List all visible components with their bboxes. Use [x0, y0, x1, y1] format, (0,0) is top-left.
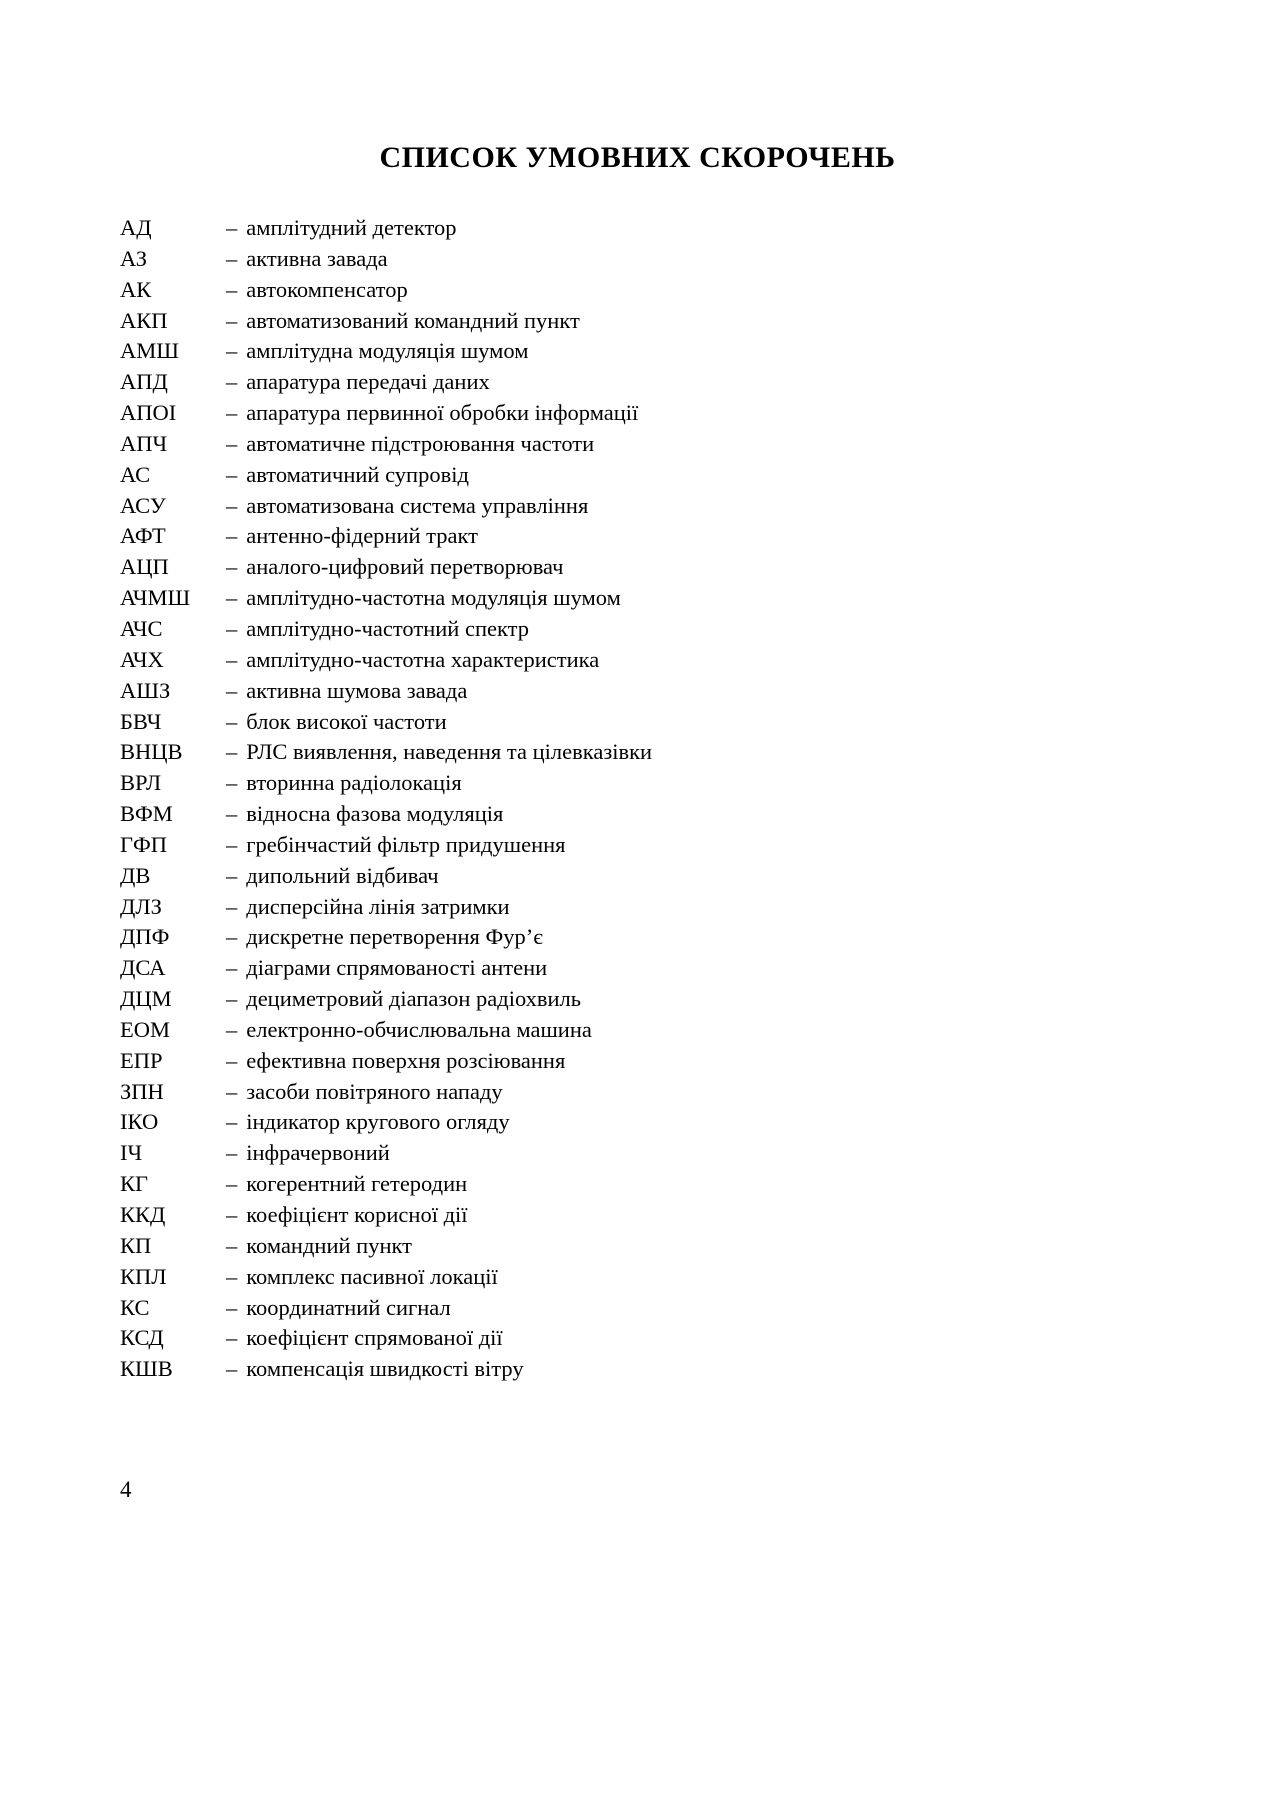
dash-separator: –: [226, 215, 238, 240]
abbreviation-definition: автоматизована система управління: [246, 492, 589, 518]
list-item: [120, 336, 1175, 367]
abbreviation-term: КП: [120, 1232, 152, 1258]
dash-separator: –: [226, 1202, 238, 1227]
list-item: [120, 367, 1175, 398]
page-number: 4: [120, 1477, 132, 1502]
abbreviation-definition: автоматичне підстроювання частоти: [246, 430, 595, 456]
list-item: [120, 429, 1175, 460]
abbreviation-definition: координатний сигнал: [246, 1294, 451, 1320]
abbreviation-term: ІКО: [120, 1109, 159, 1135]
abbreviation-term: АД: [120, 215, 152, 240]
abbreviation-term: АЗ: [120, 245, 147, 271]
abbreviation-definition: відносна фазова модуляція: [246, 801, 504, 827]
abbreviation-definition: інфрачервоний: [246, 1140, 390, 1166]
dash-separator: –: [226, 615, 238, 641]
list-item: [120, 1077, 1175, 1108]
abbreviation-term: ГФП: [120, 831, 168, 857]
abbreviation-term: АКП: [120, 307, 168, 333]
abbreviation-term: АПЧ: [120, 430, 168, 456]
dash-separator: –: [226, 862, 238, 888]
list-item: [120, 1138, 1175, 1169]
list-item: [120, 1323, 1175, 1354]
abbreviation-term: АЧМШ: [120, 585, 191, 611]
list-item: [120, 552, 1175, 583]
list-item: [120, 1015, 1175, 1046]
dash-separator: –: [226, 1356, 238, 1382]
abbreviation-definition: діаграми спрямованості антени: [246, 955, 548, 981]
abbreviation-definition: амплітудно-частотна характеристика: [246, 646, 600, 672]
list-item: [120, 830, 1175, 861]
dash-separator: –: [226, 924, 238, 950]
dash-separator: –: [226, 708, 238, 734]
abbreviation-term: КПЛ: [120, 1263, 167, 1289]
abbreviation-term: БВЧ: [120, 708, 162, 734]
list-item: [120, 614, 1175, 645]
dash-separator: –: [226, 276, 238, 302]
dash-separator: –: [226, 1140, 238, 1166]
list-item: [120, 1293, 1175, 1324]
list-item: [120, 244, 1175, 275]
abbreviation-definition: коефіцієнт спрямованої дії: [246, 1325, 503, 1351]
abbreviation-definition: автоматизований командний пункт: [246, 307, 580, 333]
list-item: [120, 1262, 1175, 1293]
abbreviation-term: АЧХ: [120, 646, 164, 672]
abbreviation-definition: компенсація швидкості вітру: [246, 1356, 524, 1382]
abbreviation-term: ДПФ: [120, 924, 170, 950]
list-item: [120, 398, 1175, 429]
list-item: [120, 892, 1175, 923]
abbreviation-term: АЧС: [120, 615, 163, 641]
abbreviation-term: ІЧ: [120, 1140, 143, 1166]
dash-separator: –: [226, 893, 238, 919]
abbreviation-definition: апаратура первинної обробки інформації: [246, 400, 639, 426]
list-item: [120, 1231, 1175, 1262]
abbreviation-term: АЦП: [120, 554, 169, 580]
dash-separator: –: [226, 1294, 238, 1320]
list-item: [120, 676, 1175, 707]
abbreviation-definition: автокомпенсатор: [246, 276, 408, 302]
list-item: [120, 953, 1175, 984]
abbreviation-term: ДВ: [120, 862, 151, 888]
abbreviation-term: ДЛЗ: [120, 893, 162, 919]
dash-separator: –: [226, 1171, 238, 1197]
abbreviation-term: ВФМ: [120, 801, 173, 827]
abbreviation-term: АМШ: [120, 338, 179, 364]
abbreviation-term: КСД: [120, 1325, 164, 1351]
dash-separator: –: [226, 739, 238, 765]
list-item: [120, 861, 1175, 892]
dash-separator: –: [226, 369, 238, 395]
abbreviation-list: [120, 213, 1175, 1385]
abbreviation-definition: РЛС виявлення, наведення та цілевказівки: [246, 739, 653, 765]
abbreviation-term: ДЦМ: [120, 986, 172, 1012]
dash-separator: –: [226, 338, 238, 364]
list-item: [120, 275, 1175, 306]
abbreviation-definition: автоматичний супровід: [246, 461, 469, 487]
dash-separator: –: [226, 430, 238, 456]
dash-separator: –: [226, 1016, 238, 1042]
abbreviation-definition: амплітудно-частотна модуляція шумом: [246, 585, 621, 611]
abbreviation-definition: когерентний гетеродин: [246, 1171, 468, 1197]
dash-separator: –: [226, 677, 238, 703]
list-item: [120, 645, 1175, 676]
dash-separator: –: [226, 646, 238, 672]
list-item: [120, 491, 1175, 522]
abbreviation-term: ВРЛ: [120, 770, 162, 796]
dash-separator: –: [226, 1325, 238, 1351]
dash-separator: –: [226, 986, 238, 1012]
abbreviation-term: АС: [120, 461, 151, 487]
dash-separator: –: [226, 554, 238, 580]
list-item: [120, 768, 1175, 799]
abbreviation-term: КШВ: [120, 1356, 173, 1382]
list-item: [120, 984, 1175, 1015]
list-item: [120, 306, 1175, 337]
abbreviation-term: КС: [120, 1294, 150, 1320]
abbreviation-definition: індикатор кругового огляду: [246, 1109, 510, 1135]
abbreviation-term: АК: [120, 276, 152, 302]
dash-separator: –: [226, 245, 238, 271]
abbreviation-term: АПД: [120, 369, 168, 395]
abbreviation-term: ДСА: [120, 955, 166, 981]
abbreviation-term: ЕОМ: [120, 1016, 170, 1042]
dash-separator: –: [226, 1078, 238, 1104]
abbreviation-term: АПОІ: [120, 400, 177, 426]
dash-separator: –: [226, 831, 238, 857]
list-item: [120, 1046, 1175, 1077]
abbreviation-definition: ефективна поверхня розсіювання: [246, 1047, 566, 1073]
abbreviation-definition: електронно-обчислювальна машина: [246, 1016, 592, 1042]
abbreviation-term: ЕПР: [120, 1047, 163, 1073]
abbreviation-definition: активна шумова завада: [246, 677, 468, 703]
abbreviation-definition: антенно-фідерний тракт: [246, 523, 478, 549]
dash-separator: –: [226, 1047, 238, 1073]
dash-separator: –: [226, 1263, 238, 1289]
abbreviation-definition: блок високої частоти: [246, 708, 447, 734]
abbreviation-definition: дециметровий діапазон радіохвиль: [246, 986, 582, 1012]
abbreviation-definition: амплітудно-частотний спектр: [246, 615, 529, 641]
dash-separator: –: [226, 955, 238, 981]
dash-separator: –: [226, 400, 238, 426]
abbreviation-definition: амплітудний детектор: [246, 215, 457, 240]
abbreviation-definition: активна завада: [246, 245, 388, 271]
list-item: [120, 213, 1175, 244]
abbreviation-definition: дипольний відбивач: [246, 862, 439, 888]
abbreviation-definition: аналого-цифровий перетворювач: [246, 554, 564, 580]
list-item: [120, 799, 1175, 830]
dash-separator: –: [226, 585, 238, 611]
dash-separator: –: [226, 523, 238, 549]
abbreviation-definition: дисперсійна лінія затримки: [246, 893, 510, 919]
abbreviation-definition: дискретне перетворення Фур’є: [246, 924, 543, 950]
abbreviation-definition: гребінчастий фільтр придушення: [246, 831, 566, 857]
abbreviation-term: АСУ: [120, 492, 166, 518]
abbreviation-term: ВНЦВ: [120, 739, 183, 765]
list-item: [120, 1107, 1175, 1138]
list-item: [120, 583, 1175, 614]
list-item: [120, 1169, 1175, 1200]
dash-separator: –: [226, 1232, 238, 1258]
abbreviation-term: КГ: [120, 1171, 149, 1197]
abbreviation-definition: амплітудна модуляція шумом: [246, 338, 529, 364]
abbreviation-term: ЗПН: [120, 1078, 164, 1104]
abbreviation-definition: засоби повітряного нападу: [246, 1078, 503, 1104]
abbreviation-definition: апаратура передачі даних: [246, 369, 490, 395]
abbreviation-term: АФТ: [120, 523, 166, 549]
list-item: [120, 922, 1175, 953]
list-item: [120, 707, 1175, 738]
list-item: [120, 1200, 1175, 1231]
list-item: [120, 460, 1175, 491]
abbreviation-term: АШЗ: [120, 677, 171, 703]
abbreviation-definition: командний пункт: [246, 1232, 412, 1258]
page-title: СПИСОК УМОВНИХ СКОРОЧЕНЬ: [379, 141, 896, 174]
abbreviation-definition: коефіцієнт корисної дії: [246, 1202, 468, 1227]
dash-separator: –: [226, 461, 238, 487]
abbreviation-term: ККД: [120, 1202, 166, 1227]
list-item: [120, 521, 1175, 552]
dash-separator: –: [226, 492, 238, 518]
dash-separator: –: [226, 307, 238, 333]
abbreviation-definition: вторинна радіолокація: [246, 770, 462, 796]
dash-separator: –: [226, 801, 238, 827]
list-item: [120, 1354, 1175, 1385]
dash-separator: –: [226, 1109, 238, 1135]
list-item: [120, 737, 1175, 768]
abbreviation-definition: комплекс пасивної локації: [246, 1263, 498, 1289]
dash-separator: –: [226, 770, 238, 796]
